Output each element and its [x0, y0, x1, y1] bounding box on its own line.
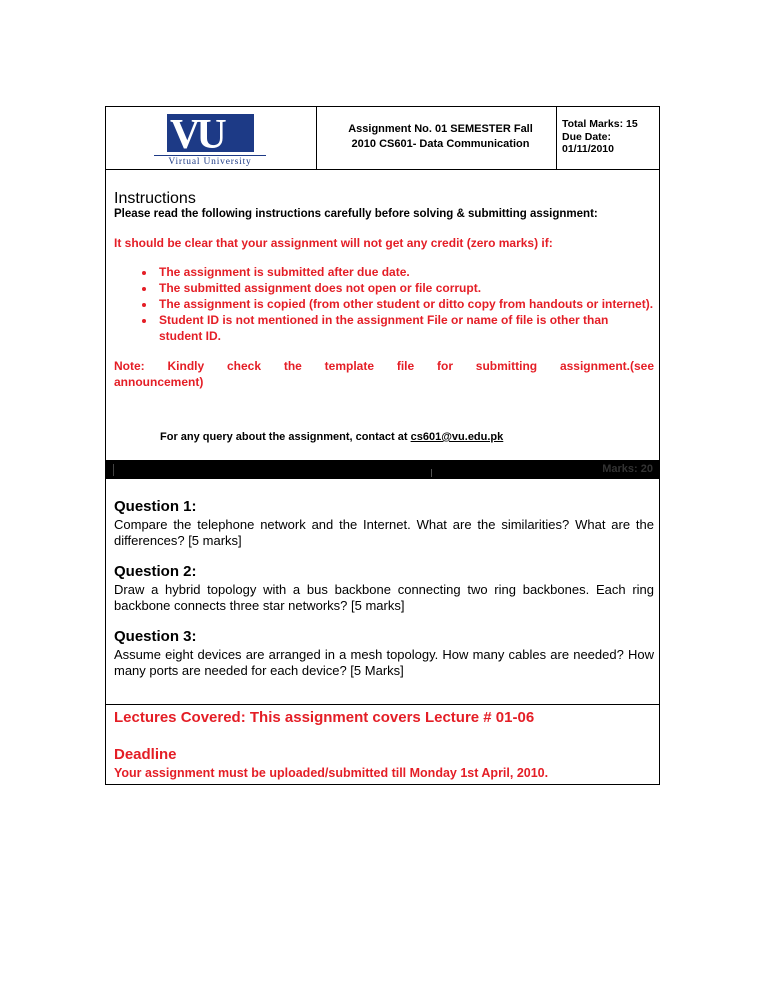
footer-section [106, 705, 659, 784]
list-item: • The submitted assignment does not open or file corrupt. [156, 280, 654, 296]
question-title: Question 3: [114, 628, 197, 645]
list-item: • Student ID is not mentioned in the assignment File or name of file is other than student ID. [156, 312, 654, 344]
logo-cell [106, 107, 317, 169]
query-text: For any query about the assignment, contact at [160, 431, 411, 443]
bar-tick [431, 469, 438, 477]
instructions-intro: Please read the following instructions carefully before solving & submitting assignment: [114, 208, 598, 220]
question-text: Assume eight devices are arranged in a mesh topology. How many cables are needed? How many ports are needed for each device? [5 Marks] [114, 647, 654, 678]
lectures-covered: Lectures Covered: This assignment covers Lecture # 01-06 [114, 709, 535, 726]
question-2 [114, 563, 654, 614]
rules-list [114, 264, 654, 344]
credit-warning: It should be clear that your assignment will not get any credit (zero marks) if: [114, 236, 553, 250]
assignment-title [317, 107, 557, 169]
query-contact [160, 431, 503, 443]
assignment-document [105, 106, 660, 785]
title-line-1: Assignment No. 01 SEMESTER Fall [348, 123, 533, 135]
list-item: • The assignment is submitted after due date. [156, 264, 654, 280]
list-item: • The assignment is copied (from other student or ditto copy from handouts or internet). [156, 296, 654, 312]
deadline-heading: Deadline [114, 746, 177, 763]
question-text: Draw a hybrid topology with a bus backbone connecting two ring backbones. Each ring backbone connects three star networks? [5 marks] [114, 582, 654, 613]
question-3 [114, 628, 654, 679]
question-text: Compare the telephone network and the Internet. What are the similarities? What are the differences? [5 marks] [114, 517, 654, 548]
header-row [106, 107, 659, 170]
marks-cell [557, 107, 659, 169]
due-date-label: Due Date: [562, 130, 612, 143]
template-note-cont: announcement) [114, 375, 204, 389]
question-title: Question 2: [114, 563, 197, 580]
vu-logo-icon: VU [167, 114, 254, 152]
deadline-text: Your assignment must be uploaded/submitted till Monday 1st April, 2010. [114, 766, 549, 780]
template-note: Note: Kindly check the template file for submitting assignment.(see [114, 359, 654, 373]
marks-bar [106, 461, 659, 479]
instructions-heading: Instructions [114, 190, 196, 207]
bar-divider [113, 464, 114, 476]
email-link[interactable]: cs601@vu.edu.pk [410, 431, 504, 443]
questions-section [106, 479, 659, 705]
bar-marks: Marks: 20 [602, 463, 653, 475]
due-date: 01/11/2010 [562, 143, 614, 155]
logo-caption: Virtual University [154, 155, 266, 167]
total-marks: Total Marks: 15 [562, 118, 638, 130]
instructions-section [106, 170, 659, 461]
question-1 [114, 498, 654, 549]
question-title: Question 1: [114, 498, 197, 515]
title-line-2: 2010 CS601- Data Communication [351, 138, 530, 150]
